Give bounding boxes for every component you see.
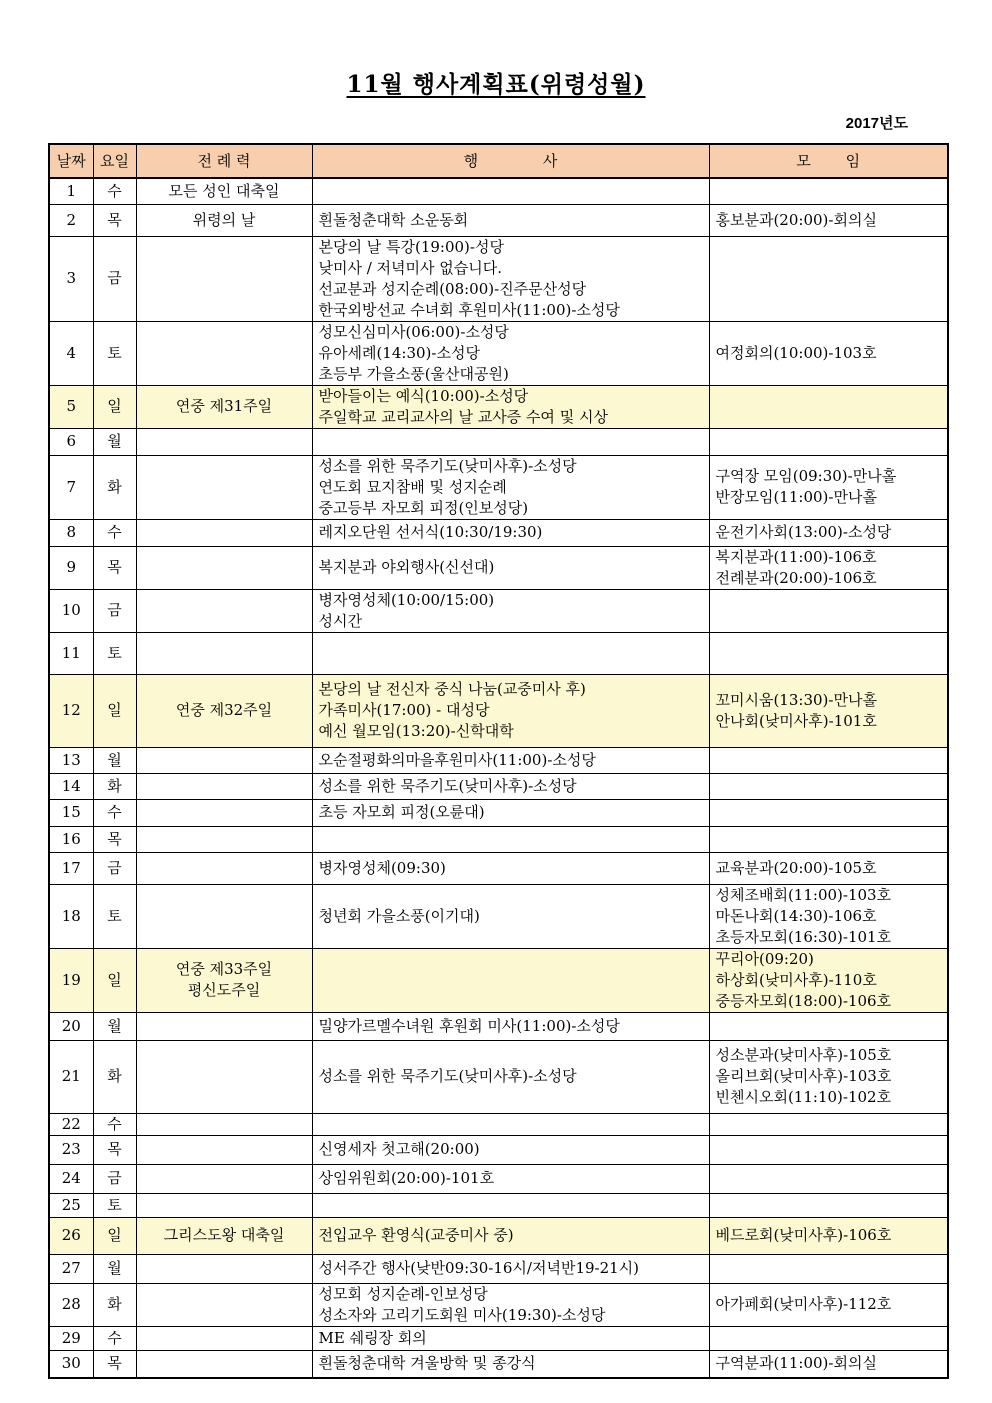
events-cell — [312, 546, 709, 589]
meetings-cell — [709, 178, 948, 204]
weekday-cell: 목 — [93, 1350, 136, 1378]
table-row — [49, 1040, 948, 1113]
liturgy-cell — [136, 1254, 312, 1283]
meetings-cell — [709, 674, 948, 747]
liturgy-cell — [136, 1113, 312, 1135]
date-cell: 14 — [49, 773, 93, 799]
meeting-line: 빈첸시오회(11:10)-102호 — [715, 1088, 892, 1106]
date-cell: 5 — [49, 385, 93, 428]
table-row — [49, 1283, 948, 1326]
liturgy-line: 연중 제31주일 — [175, 397, 273, 415]
meeting-line: 반장모임(11:00)-만나홀 — [715, 488, 877, 506]
date-cell: 16 — [49, 826, 93, 852]
events-cell — [312, 1040, 709, 1113]
event-line: 성시간 — [318, 611, 362, 630]
weekday-cell: 일 — [93, 1217, 136, 1254]
table-row — [49, 826, 948, 852]
event-line: 성소를 위한 묵주기도(낮미사후)-소성당 — [318, 776, 577, 795]
event-line: 성모신심미사(06:00)-소성당 — [318, 322, 509, 341]
meeting-line: 아가페회(낮미사후)-112호 — [715, 1295, 892, 1313]
events-cell — [312, 321, 709, 385]
meetings-cell — [709, 428, 948, 455]
liturgy-cell — [136, 674, 312, 747]
events-cell — [312, 1193, 709, 1217]
date-cell: 26 — [49, 1217, 93, 1254]
weekday-cell: 토 — [93, 884, 136, 948]
weekday-cell: 금 — [93, 1164, 136, 1193]
liturgy-cell — [136, 884, 312, 948]
liturgy-cell — [136, 385, 312, 428]
weekday-cell: 일 — [93, 385, 136, 428]
liturgy-cell — [136, 519, 312, 546]
liturgy-cell — [136, 799, 312, 826]
meetings-cell — [709, 773, 948, 799]
events-cell — [312, 1350, 709, 1378]
events-cell — [312, 852, 709, 884]
liturgy-cell — [136, 455, 312, 519]
event-line: 주일학교 교리교사의 날 교사증 수여 및 시상 — [318, 407, 608, 426]
weekday-cell: 화 — [93, 455, 136, 519]
weekday-cell: 화 — [93, 773, 136, 799]
event-line: ME 쉐링장 회의 — [318, 1328, 427, 1347]
event-line: 낮미사 / 저녁미사 없습니다. — [318, 258, 503, 277]
events-cell — [312, 519, 709, 546]
weekday-cell: 월 — [93, 1254, 136, 1283]
meetings-cell — [709, 948, 948, 1012]
table-row — [49, 321, 948, 385]
meetings-cell — [709, 852, 948, 884]
table-row — [49, 546, 948, 589]
weekday-cell: 월 — [93, 428, 136, 455]
meeting-line: 복지분과(11:00)-106호 — [715, 547, 877, 566]
liturgy-cell — [136, 428, 312, 455]
events-cell — [312, 632, 709, 674]
date-cell: 18 — [49, 884, 93, 948]
meetings-cell — [709, 1350, 948, 1378]
date-cell: 21 — [49, 1040, 93, 1113]
weekday-cell: 목 — [93, 826, 136, 852]
table-row — [49, 852, 948, 884]
table-row — [49, 428, 948, 455]
table-row — [49, 799, 948, 826]
weekday-cell: 토 — [93, 632, 136, 674]
event-line: 유아세례(14:30)-소성당 — [318, 343, 480, 362]
date-cell: 19 — [49, 948, 93, 1012]
meetings-cell — [709, 204, 948, 236]
meetings-cell — [709, 747, 948, 773]
meeting-line: 올리브회(낮미사후)-103호 — [715, 1067, 892, 1085]
date-cell: 8 — [49, 519, 93, 546]
table-row — [49, 1164, 948, 1193]
table-row — [49, 674, 948, 747]
weekday-cell: 토 — [93, 321, 136, 385]
meetings-cell — [709, 1012, 948, 1040]
meetings-cell — [709, 826, 948, 852]
liturgy-line: 그리스도왕 대축일 — [163, 1226, 285, 1244]
meeting-line: 안나회(낮미사후)-101호 — [715, 711, 877, 730]
weekday-cell: 수 — [93, 1326, 136, 1350]
table-row — [49, 1350, 948, 1378]
events-cell — [312, 826, 709, 852]
weekday-cell: 금 — [93, 236, 136, 321]
table-row — [49, 773, 948, 799]
header-liturgy: 전 례 력 — [136, 144, 312, 178]
event-line: 상임위원회(20:00)-101호 — [318, 1169, 495, 1187]
date-cell: 17 — [49, 852, 93, 884]
date-cell: 6 — [49, 428, 93, 455]
weekday-cell: 금 — [93, 589, 136, 632]
weekday-cell: 수 — [93, 1113, 136, 1135]
events-cell — [312, 1217, 709, 1254]
table-row — [49, 519, 948, 546]
date-cell: 3 — [49, 236, 93, 321]
meeting-line: 전례분과(20:00)-106호 — [715, 568, 877, 587]
events-cell — [312, 1164, 709, 1193]
meeting-line: 꾸리아(09:20) — [715, 949, 814, 968]
header-meetings: 모 임 — [709, 144, 948, 178]
date-cell: 30 — [49, 1350, 93, 1378]
event-line: 흰돌청춘대학 소운동회 — [318, 210, 469, 229]
events-cell — [312, 178, 709, 204]
meetings-cell — [709, 884, 948, 948]
table-row — [49, 1135, 948, 1164]
table-row — [49, 204, 948, 236]
table-row — [49, 236, 948, 321]
event-line: 성소를 위한 묵주기도(낮미사후)-소성당 — [318, 456, 577, 475]
events-cell — [312, 948, 709, 1012]
events-cell — [312, 589, 709, 632]
event-line: 받아들이는 예식(10:00)-소성당 — [318, 386, 529, 405]
meeting-line: 홍보분과(20:00)-회의실 — [715, 210, 877, 229]
date-cell: 20 — [49, 1012, 93, 1040]
events-cell — [312, 674, 709, 747]
liturgy-cell — [136, 747, 312, 773]
events-cell — [312, 1135, 709, 1164]
weekday-cell: 화 — [93, 1283, 136, 1326]
date-cell: 27 — [49, 1254, 93, 1283]
date-cell: 29 — [49, 1326, 93, 1350]
liturgy-cell — [136, 204, 312, 236]
event-line: 중고등부 자모회 피정(인보성당) — [318, 498, 529, 517]
weekday-cell: 수 — [93, 178, 136, 204]
meetings-cell — [709, 1283, 948, 1326]
events-cell — [312, 1254, 709, 1283]
meeting-line: 구역장 모임(09:30)-만나홀 — [715, 467, 897, 485]
event-line: 성소를 위한 묵주기도(낮미사후)-소성당 — [318, 1067, 577, 1085]
meeting-line: 꼬미시움(13:30)-만나홀 — [715, 690, 877, 709]
events-cell — [312, 1012, 709, 1040]
table-row — [49, 1193, 948, 1217]
event-line: 오순절평화의마을후원미사(11:00)-소성당 — [318, 750, 596, 769]
event-line: 한국외방선교 수녀회 후원미사(11:00)-소성당 — [318, 300, 620, 319]
table-row — [49, 884, 948, 948]
event-line: 성소자와 고리기도회원 미사(19:30)-소성당 — [318, 1305, 606, 1324]
events-cell — [312, 455, 709, 519]
meetings-cell — [709, 799, 948, 826]
meetings-cell — [709, 1113, 948, 1135]
meetings-cell — [709, 321, 948, 385]
weekday-cell: 화 — [93, 1040, 136, 1113]
liturgy-cell — [136, 1135, 312, 1164]
table-row — [49, 1217, 948, 1254]
date-cell: 13 — [49, 747, 93, 773]
meetings-cell — [709, 1217, 948, 1254]
date-cell: 12 — [49, 674, 93, 747]
meeting-line: 구역분과(11:00)-회의실 — [715, 1354, 877, 1373]
liturgy-cell — [136, 1164, 312, 1193]
weekday-cell: 목 — [93, 1135, 136, 1164]
table-row — [49, 747, 948, 773]
weekday-cell: 일 — [93, 948, 136, 1012]
events-cell — [312, 773, 709, 799]
date-cell: 22 — [49, 1113, 93, 1135]
liturgy-cell — [136, 948, 312, 1012]
header-date: 날짜 — [49, 144, 93, 178]
liturgy-cell — [136, 632, 312, 674]
liturgy-cell — [136, 773, 312, 799]
event-line: 레지오단원 선서식(10:30/19:30) — [318, 523, 543, 541]
events-cell — [312, 884, 709, 948]
event-line: 성서주간 행사(낮반09:30-16시/저녁반19-21시) — [318, 1259, 640, 1277]
weekday-cell: 토 — [93, 1193, 136, 1217]
event-line: 초등 자모회 피정(오륜대) — [318, 803, 485, 821]
event-line: 밀양가르멜수녀원 후원회 미사(11:00)-소성당 — [318, 1016, 620, 1035]
meetings-cell — [709, 1164, 948, 1193]
meeting-line: 베드로회(낮미사후)-106호 — [715, 1226, 892, 1244]
meetings-cell — [709, 1040, 948, 1113]
meeting-line: 초등자모회(16:30)-101호 — [715, 927, 892, 946]
date-cell: 7 — [49, 455, 93, 519]
meetings-cell — [709, 236, 948, 321]
header-weekday: 요일 — [93, 144, 136, 178]
events-cell — [312, 747, 709, 773]
event-line: 병자영성체(10:00/15:00) — [318, 590, 495, 609]
event-line: 본당의 날 전신자 중식 나눔(교중미사 후) — [318, 680, 586, 698]
meeting-line: 교육분과(20:00)-105호 — [715, 858, 877, 877]
liturgy-cell — [136, 1193, 312, 1217]
weekday-cell: 일 — [93, 674, 136, 747]
meetings-cell — [709, 546, 948, 589]
liturgy-cell — [136, 546, 312, 589]
weekday-cell: 월 — [93, 1012, 136, 1040]
date-cell: 11 — [49, 632, 93, 674]
table-row — [49, 948, 948, 1012]
events-cell — [312, 799, 709, 826]
liturgy-cell — [136, 236, 312, 321]
liturgy-cell — [136, 1283, 312, 1326]
events-cell — [312, 1326, 709, 1350]
event-line: 연도회 묘지참배 및 성지순례 — [318, 477, 507, 496]
date-cell: 10 — [49, 589, 93, 632]
events-cell — [312, 204, 709, 236]
liturgy-cell — [136, 852, 312, 884]
meetings-cell — [709, 455, 948, 519]
meeting-line: 성소분과(낮미사후)-105호 — [715, 1046, 892, 1064]
date-cell: 28 — [49, 1283, 93, 1326]
events-cell — [312, 428, 709, 455]
page-title: 11월 행사계획표(위령성월) — [346, 71, 646, 98]
liturgy-line: 위령의 날 — [192, 210, 256, 229]
liturgy-line: 연중 제33주일 — [175, 960, 273, 978]
date-cell: 24 — [49, 1164, 93, 1193]
event-line: 가족미사(17:00) - 대성당 — [318, 701, 490, 719]
event-line: 신영세자 첫고해(20:00) — [318, 1140, 480, 1158]
event-line: 병자영성체(09:30) — [318, 858, 446, 877]
event-line: 전입교우 환영식(교중미사 중) — [318, 1226, 514, 1244]
events-cell — [312, 385, 709, 428]
meetings-cell — [709, 1193, 948, 1217]
liturgy-cell — [136, 321, 312, 385]
liturgy-cell — [136, 1217, 312, 1254]
meeting-line: 성체조배회(11:00)-103호 — [715, 885, 892, 904]
weekday-cell: 금 — [93, 852, 136, 884]
meetings-cell — [709, 385, 948, 428]
meetings-cell — [709, 519, 948, 546]
event-line: 성모회 성지순례-인보성당 — [318, 1284, 488, 1303]
date-cell: 2 — [49, 204, 93, 236]
date-cell: 23 — [49, 1135, 93, 1164]
event-line: 본당의 날 특강(19:00)-성당 — [318, 237, 504, 256]
events-cell — [312, 1113, 709, 1135]
event-line: 선교분과 성지순례(08:00)-진주문산성당 — [318, 279, 587, 298]
date-cell: 15 — [49, 799, 93, 826]
event-schedule-table — [48, 143, 949, 1379]
liturgy-line: 모든 성인 대축일 — [168, 181, 280, 200]
liturgy-cell — [136, 589, 312, 632]
date-cell: 25 — [49, 1193, 93, 1217]
meetings-cell — [709, 589, 948, 632]
weekday-cell: 월 — [93, 747, 136, 773]
event-line: 초등부 가을소풍(울산대공원) — [318, 364, 509, 383]
meeting-line: 운전기사회(13:00)-소성당 — [715, 523, 892, 541]
date-cell: 4 — [49, 321, 93, 385]
meeting-line: 마돈나회(14:30)-106호 — [715, 906, 877, 925]
meetings-cell — [709, 632, 948, 674]
meetings-cell — [709, 1326, 948, 1350]
event-line: 복지분과 야외행사(신선대) — [318, 558, 495, 576]
table-row — [49, 632, 948, 674]
table-row — [49, 1254, 948, 1283]
date-cell: 9 — [49, 546, 93, 589]
meeting-line: 하상회(낮미사후)-110호 — [715, 970, 877, 989]
weekday-cell: 수 — [93, 519, 136, 546]
weekday-cell: 목 — [93, 546, 136, 589]
liturgy-line: 평신도주일 — [187, 981, 261, 999]
event-line: 예신 월모임(13:20)-신학대학 — [318, 722, 514, 740]
weekday-cell: 목 — [93, 204, 136, 236]
table-row — [49, 1012, 948, 1040]
weekday-cell: 수 — [93, 799, 136, 826]
event-line: 청년회 가을소풍(이기대) — [318, 906, 480, 925]
liturgy-cell — [136, 1350, 312, 1378]
date-cell: 1 — [49, 178, 93, 204]
liturgy-cell — [136, 178, 312, 204]
liturgy-cell — [136, 1326, 312, 1350]
table-header-row — [49, 144, 948, 178]
table-row — [49, 385, 948, 428]
meeting-line: 중등자모회(18:00)-106호 — [715, 991, 892, 1010]
events-cell — [312, 236, 709, 321]
year-label: 2017년도 — [845, 115, 908, 132]
header-events: 행 사 — [312, 144, 709, 178]
table-row — [49, 589, 948, 632]
table-row — [49, 455, 948, 519]
liturgy-cell — [136, 826, 312, 852]
meeting-line: 여정회의(10:00)-103호 — [715, 343, 877, 362]
table-row — [49, 1113, 948, 1135]
event-line: 흰돌청춘대학 겨울방학 및 종강식 — [318, 1354, 536, 1373]
meetings-cell — [709, 1254, 948, 1283]
liturgy-line: 연중 제32주일 — [175, 701, 273, 719]
table-row — [49, 178, 948, 204]
liturgy-cell — [136, 1012, 312, 1040]
liturgy-cell — [136, 1040, 312, 1113]
events-cell — [312, 1283, 709, 1326]
meetings-cell — [709, 1135, 948, 1164]
table-row — [49, 1326, 948, 1350]
